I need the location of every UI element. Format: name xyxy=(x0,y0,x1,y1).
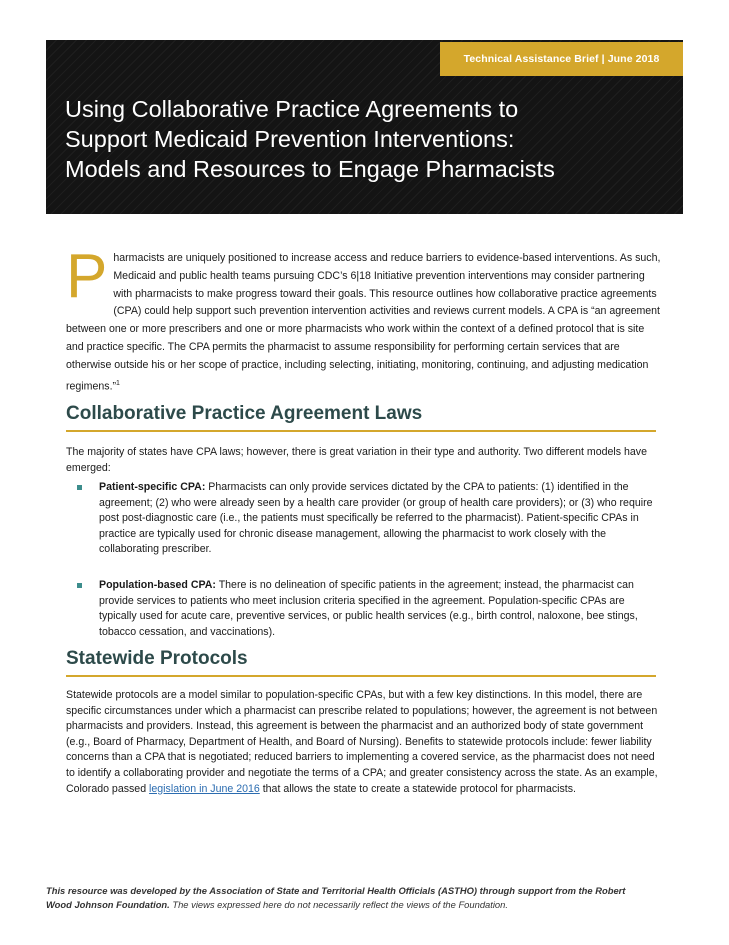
bullet-term: Patient-specific CPA: xyxy=(99,481,206,493)
cpa-laws-intro: The majority of states have CPA laws; however, there is great variation in their type and authority. Two different models have emerged: xyxy=(66,446,647,474)
header-banner xyxy=(46,40,683,214)
cpa-model-list xyxy=(66,480,658,640)
footnote-marker[interactable]: 1 xyxy=(116,379,120,387)
intro-paragraph xyxy=(66,242,664,396)
section-heading-cpa-laws: Collaborative Practice Agreement Laws xyxy=(66,403,656,432)
statewide-text: Statewide protocols are a model similar to population-specific CPAs, but with a few key distinctions. In this model, there are specific circumstances under which a pharmacist can prescribe related to populations; however, the agreement is not between pharmacists and providers. Instead, this agreement is between the pharmacist and an authorized body of state government (e.g., Board of Pharmacy, Department of Health, and Board of Nursing). Benefits to statewide protocols include: fewer liability concerns than a CPA that is negotiated; reduced barriers to implementing a covered service, as the pharmacist does not need to identify a collaborating provider and negotiate the terms of a CPA; and greater consistency across the state. As an example, Colorado passed xyxy=(66,689,658,795)
page-title xyxy=(65,94,663,184)
bullet-text: Pharmacists can only provide services dictated by the CPA to patients: (1) identified in the agreement; (2) who were already seen by a health care provider (or group of health care providers); or (3) who require post post-diagnostic care (i.e., the patients must specifically be referred to the pharmacist). Patient-specific CPAs in practice are typically used for chronic disease management, allowing the pharmacist to work closely with the collaborating prescriber. xyxy=(99,481,653,556)
statewide-text-end: that allows the state to create a statewide protocol for pharmacists. xyxy=(259,782,576,795)
title-line: Models and Resources to Engage Pharmacists xyxy=(65,156,555,182)
footer-credit: This resource was developed by the Association of State and Territorial Health Officials (ASTHO) through support from the Robert Wood Johnson Foundation. xyxy=(46,885,626,910)
brief-tag: Technical Assistance Brief | June 2018 xyxy=(440,42,683,76)
square-bullet-icon xyxy=(77,485,82,490)
bullet-term: Population-based CPA: xyxy=(99,578,216,591)
square-bullet-icon xyxy=(77,583,82,588)
title-line: Using Collaborative Practice Agreements to xyxy=(65,96,519,122)
title-line: Support Medicaid Prevention Interventions: xyxy=(65,126,515,152)
bullet-text: There is no delineation of specific patients in the agreement; instead, the pharmacist can provide services to patients who meet inclusion criteria specified in the agreement. Population-specific CPAs are typically used for acute care, preventive services, or public health services (e.g., birth control, naloxone, bee stings, tobacco cessation, and vaccinations). xyxy=(99,578,638,638)
footer-note xyxy=(46,884,646,912)
section-heading-statewide: Statewide Protocols xyxy=(66,648,656,677)
legislation-link[interactable]: legislation in June 2016 xyxy=(149,782,260,795)
list-item xyxy=(66,480,658,558)
list-item xyxy=(66,578,658,640)
intro-text: harmacists are uniquely positioned to increase access and reduce barriers to evidence-based interventions. As such, Medicaid and public health teams pursuing CDC’s 6|18 Initiative prevention interventions may consider partnering with pharmacists to make progress toward their goals. This resource outlines how collaborative practice agreements (CPA) could help support such prevention intervention activities and reviews current models. A CPA is “an agreement between one or more prescribers and one or more pharmacists who work within the context of a defined protocol that is site and practice specific. The CPA permits the pharmacist to assume responsibility for performing certain services that are otherwise outside his or her scope of practice, including selecting, initiating, monitoring, continuing, and adjusting medication regimens.” xyxy=(66,252,661,393)
drop-cap: P xyxy=(66,242,108,311)
footer-disclaimer: The views expressed here do not necessarily reflect the views of the Foundation. xyxy=(169,899,508,910)
statewide-paragraph xyxy=(66,688,660,797)
